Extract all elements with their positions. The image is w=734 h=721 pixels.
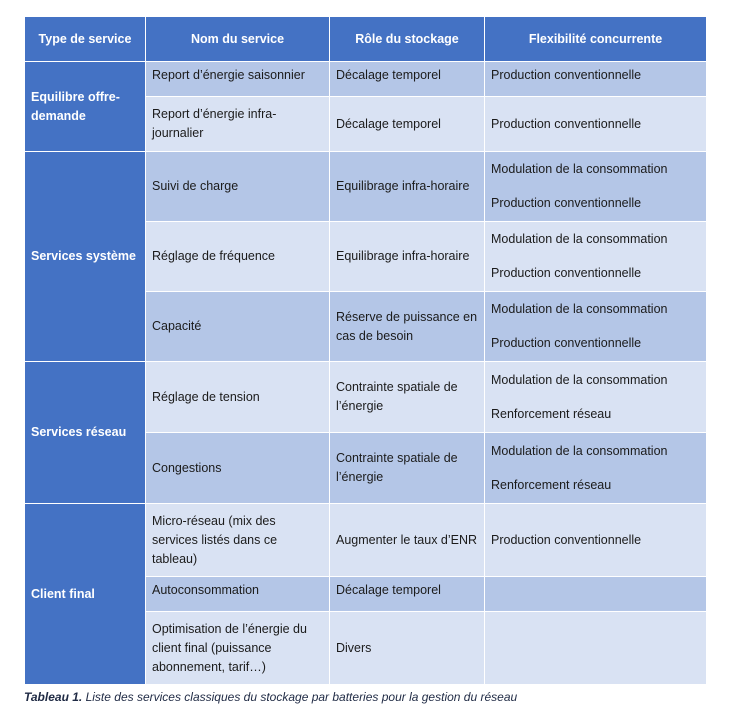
flexibility-cell [485, 222, 707, 292]
caption-text: Liste des services classiques du stockage par batteries pour la gestion du réseau [82, 690, 518, 704]
flexibility-cell [485, 362, 707, 433]
flexibility-item: Production conventionnelle [491, 336, 642, 350]
flexibility-item: Production conventionnelle [491, 68, 642, 82]
flexibility-cell [485, 433, 707, 504]
storage-role-cell: Contrainte spatiale de l’énergie [330, 433, 485, 504]
flexibility-cell [485, 504, 707, 577]
flexibility-item: Renforcement réseau [491, 406, 612, 421]
flexibility-item: Modulation de la consommation [491, 302, 668, 316]
group-type-cell: Equilibre offre-demande [25, 62, 146, 152]
service-name-cell: Optimisation de l’énergie du client final (puissance abonnement, tarif…) [146, 612, 330, 685]
service-name-cell: Réglage de tension [146, 362, 330, 433]
group-type-cell: Client final [25, 504, 146, 685]
table-caption [24, 690, 517, 704]
flexibility-item: Production conventionnelle [491, 196, 642, 210]
service-name-cell: Report d’énergie saisonnier [146, 62, 330, 97]
service-name-cell: Capacité [146, 292, 330, 362]
storage-role-cell: Décalage temporel [330, 97, 485, 152]
flexibility-item: Modulation de la consommation [491, 232, 668, 246]
table-header-row [25, 17, 707, 62]
storage-role-cell: Equilibrage infra-horaire [330, 152, 485, 222]
flexibility-cell [485, 97, 707, 152]
table-row [25, 62, 707, 97]
flexibility-item: Modulation de la consommation [491, 162, 668, 176]
table-row [25, 504, 707, 577]
flexibility-cell [485, 577, 707, 612]
header-type: Type de service [25, 17, 146, 62]
caption-label: Tableau 1. [24, 690, 83, 704]
storage-role-cell: Décalage temporel [330, 62, 485, 97]
group-type-cell: Services réseau [25, 362, 146, 504]
flexibility-cell [485, 292, 707, 362]
storage-role-cell: Equilibrage infra-horaire [330, 222, 485, 292]
service-name-cell: Micro-réseau (mix des services listés dans ce tableau) [146, 504, 330, 577]
header-name: Nom du service [146, 17, 330, 62]
header-role: Rôle du stockage [330, 17, 485, 62]
storage-role-cell: Contrainte spatiale de l’énergie [330, 362, 485, 433]
flexibility-cell [485, 152, 707, 222]
flexibility-cell [485, 612, 707, 685]
flexibility-item: Modulation de la consommation [491, 372, 668, 387]
flexibility-item: Modulation de la consommation [491, 443, 668, 458]
storage-role-cell: Décalage temporel [330, 577, 485, 612]
flexibility-cell [485, 62, 707, 97]
flexibility-item: Renforcement réseau [491, 477, 612, 492]
table-row [25, 152, 707, 222]
service-name-cell: Suivi de charge [146, 152, 330, 222]
flexibility-item: Production conventionnelle [491, 266, 642, 280]
service-name-cell: Autoconsommation [146, 577, 330, 612]
storage-role-cell: Réserve de puissance en cas de besoin [330, 292, 485, 362]
group-type-cell: Services système [25, 152, 146, 362]
flexibility-item: Production conventionnelle [491, 116, 642, 131]
service-name-cell: Report d’énergie infra-journalier [146, 97, 330, 152]
service-name-cell: Réglage de fréquence [146, 222, 330, 292]
service-name-cell: Congestions [146, 433, 330, 504]
header-flex: Flexibilité concurrente [485, 17, 707, 62]
storage-role-cell: Augmenter le taux d’ENR [330, 504, 485, 577]
table-row [25, 362, 707, 433]
flexibility-item: Production conventionnelle [491, 532, 642, 547]
services-table [24, 16, 707, 685]
storage-role-cell: Divers [330, 612, 485, 685]
